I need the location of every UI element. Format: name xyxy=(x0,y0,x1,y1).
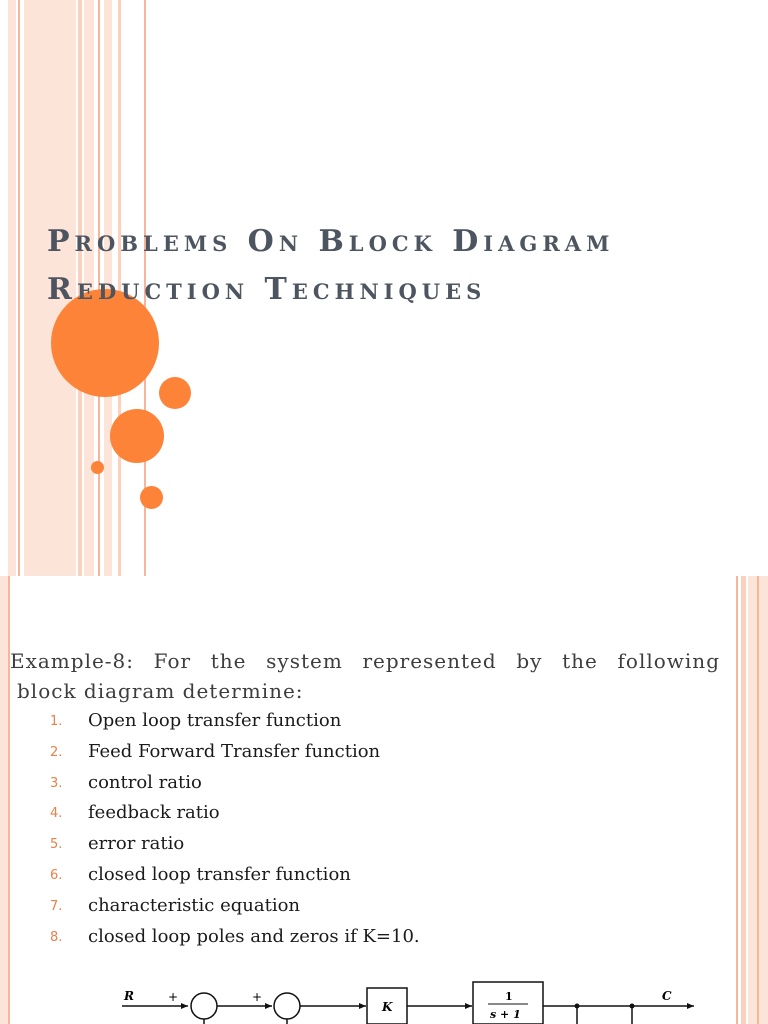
slide-title xyxy=(47,218,614,314)
item-number: 7. xyxy=(50,898,63,914)
summing-sign-2: + xyxy=(252,990,263,1004)
item-number: 4. xyxy=(50,806,63,822)
input-label-r: R xyxy=(124,989,134,1003)
gain-label: K xyxy=(382,1000,393,1014)
content-slide xyxy=(0,576,768,1024)
title-line-1: Problems On Block Diagram xyxy=(47,224,615,259)
summing-junction-2 xyxy=(274,993,300,1019)
item-text: Open loop transfer function xyxy=(88,710,342,731)
summing-junction-1 xyxy=(191,993,217,1019)
item-text: closed loop poles and zeros if K=10. xyxy=(88,925,420,947)
decor-stripe xyxy=(18,0,20,576)
example-intro-line-1: Example-8: For the system represented by the following xyxy=(10,649,720,673)
item-number: 2. xyxy=(50,744,63,760)
item-text: Feed Forward Transfer function xyxy=(88,740,381,762)
decor-stripe xyxy=(8,576,10,1024)
tf-denominator: s + 1 xyxy=(490,1008,521,1021)
item-text: error ratio xyxy=(88,833,185,855)
decor-circle xyxy=(110,409,164,463)
decor-stripe xyxy=(8,0,16,576)
block-diagram xyxy=(110,978,700,1024)
summing-sign-1: + xyxy=(168,990,179,1004)
item-number: 6. xyxy=(50,867,63,883)
item-text: closed loop transfer function xyxy=(88,863,351,885)
decor-stripe xyxy=(757,576,759,1024)
decor-stripe xyxy=(0,576,8,1024)
example-intro-line-2: block diagram determine: xyxy=(17,679,304,703)
item-number: 5. xyxy=(50,837,63,853)
item-text: feedback ratio xyxy=(88,802,220,824)
item-text: control ratio xyxy=(88,771,202,793)
item-number: 3. xyxy=(50,775,63,791)
item-number: 8. xyxy=(50,929,63,945)
item-text: characteristic equation xyxy=(88,894,301,916)
decor-stripe xyxy=(736,576,738,1024)
item-number: 1. xyxy=(50,714,63,729)
tf-numerator: 1 xyxy=(505,990,513,1003)
title-line-2: Reduction Techniques xyxy=(47,272,487,307)
decor-circle xyxy=(159,377,191,409)
decor-stripe xyxy=(741,576,746,1024)
output-label-c: C xyxy=(662,989,672,1003)
decor-circle xyxy=(91,461,104,474)
decor-circle xyxy=(140,486,163,509)
